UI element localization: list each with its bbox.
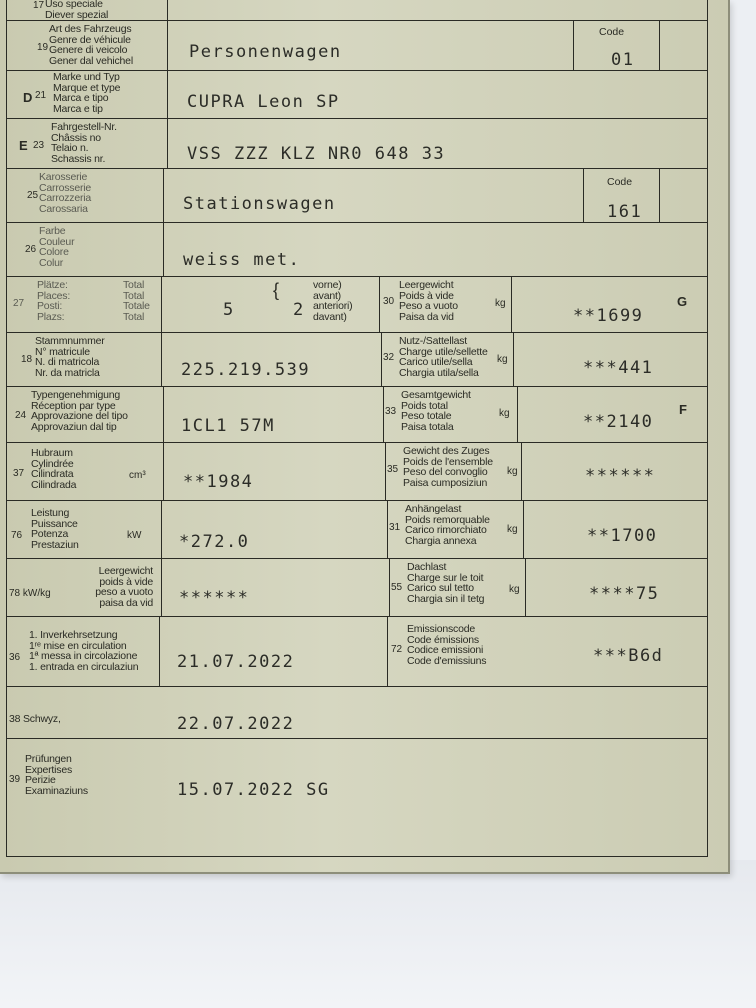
field-number: 26 — [25, 244, 37, 255]
field-39-row — [7, 738, 707, 856]
train-weight-value: ****** — [585, 466, 656, 486]
empty-weight-value: **1699 — [573, 306, 644, 326]
field-number: 33 — [385, 406, 397, 417]
side-marker-d: D — [23, 90, 33, 105]
type-approval-value: 1CL1 57M — [181, 416, 275, 436]
field-72-label: Emissionscode Code émissions Codice emissioni Code d'emissiuns — [407, 623, 487, 667]
field-23-row — [7, 118, 707, 169]
field-number: 21 — [35, 90, 47, 101]
field-number: 30 — [383, 296, 395, 307]
field-37-35-row — [7, 442, 707, 501]
table-surface — [0, 860, 756, 1008]
brace-icon: { — [273, 280, 280, 300]
unit-kg: kg — [507, 466, 518, 477]
power-value: *272.0 — [179, 532, 250, 552]
field-30-label: Leergewicht Poids à vide Peso a vuoto Paisa da vid — [399, 279, 458, 323]
field-36-72-row — [7, 616, 707, 687]
field-24-label: Typengenehmigung Réception par type Approvazione del tipo Approvaziun dal tip — [31, 389, 128, 433]
field-38-row — [7, 686, 707, 739]
field-27-total-label: Total Total Totale Total — [123, 279, 150, 323]
towing-capacity-value: **1700 — [587, 526, 658, 546]
field-39-label: Prüfungen Expertises Perizie Examinaziuns — [25, 753, 88, 797]
field-number: 37 — [13, 468, 25, 479]
field-number: 36 — [9, 652, 21, 663]
field-19-row — [7, 20, 707, 71]
field-number: 76 — [11, 530, 23, 541]
code-label: Code — [607, 176, 633, 188]
field-number: 19 — [37, 42, 49, 53]
field-26-row — [7, 222, 707, 277]
unit-kg: kg — [507, 524, 518, 535]
field-number: 55 — [391, 582, 403, 593]
displacement-value: **1984 — [183, 472, 254, 492]
body-type-value: Stationswagen — [183, 194, 336, 214]
seats-total-value: 5 — [223, 300, 235, 320]
payload-value: ***441 — [583, 358, 654, 378]
field-number: 18 — [21, 354, 33, 365]
field-19-label: Art des Fahrzeugs Genre de véhicule Genere di veicolo Gener dal vehichel — [49, 23, 133, 67]
field-78-55-row — [7, 558, 707, 617]
unit-kg: kg — [509, 584, 520, 595]
side-marker-e: E — [19, 138, 28, 153]
issue-date-value: 22.07.2022 — [177, 714, 295, 734]
field-76-31-row — [7, 500, 707, 559]
side-marker-f: F — [679, 402, 687, 417]
field-number: 72 — [391, 644, 403, 655]
field-27-30-row — [7, 276, 707, 333]
field-26-label: Farbe Couleur Colore Colur — [39, 225, 75, 269]
unit-kg: kg — [495, 298, 506, 309]
make-model-value: CUPRA Leon SP — [187, 92, 340, 112]
field-35-label: Gewicht des Zuges Poids de l'ensemble Peso del convoglio Paisa cumposiziun — [403, 445, 493, 489]
field-number: 24 — [15, 410, 27, 421]
unit-kg: kg — [497, 354, 508, 365]
registration-form-grid — [6, 0, 708, 857]
vehicle-type-value: Personenwagen — [189, 42, 342, 62]
unit-kw: kW — [127, 530, 142, 541]
field-37-label: Hubraum Cylindrée Cilindrata Cilindrada — [31, 447, 77, 491]
field-17-label: Uso speciale Diever spezial — [45, 0, 109, 21]
field-31-label: Anhängelast Poids remorquable Carico rimorchiato Chargia annexa — [405, 503, 490, 547]
field-25-label: Karosserie Carrosserie Carrozzeria Carossaria — [39, 171, 92, 215]
chassis-number-value: VSS ZZZ KLZ NR0 648 33 — [187, 144, 446, 164]
field-21-row — [7, 70, 707, 119]
field-21-label: Marke und Typ Marque et type Marca e tipo Marca e tip — [53, 71, 121, 115]
field-36-label: 1. Inverkehrsetzung 1ʳᵉ mise en circulation 1ª messa in circolazione 1. entrada en circulaziun — [29, 629, 139, 673]
body-type-code: 161 — [607, 202, 643, 222]
power-to-weight-value: ****** — [179, 588, 250, 608]
field-24-33-row — [7, 386, 707, 443]
field-18-32-row — [7, 332, 707, 387]
field-33-label: Gesamtgewicht Poids total Peso totale Paisa totala — [401, 389, 471, 433]
field-number: 39 — [9, 774, 21, 785]
side-marker-g: G — [677, 294, 688, 309]
master-number-value: 225.219.539 — [181, 360, 311, 380]
field-number: 23 — [33, 140, 45, 151]
emission-code-value: ***B6d — [593, 646, 664, 666]
unit-kg: kg — [499, 408, 510, 419]
field-number: 25 — [27, 190, 39, 201]
seats-front-value: 2 — [293, 300, 305, 320]
field-38-label: 38 Schwyz, — [9, 713, 61, 725]
field-27-front-label: vorne) avant) anteriori) davant) — [313, 279, 353, 323]
field-78-label: Leergewicht poids à vide peso a vuoto paisa da vid — [95, 565, 153, 609]
field-27-label: Plätze: Places: Posti: Plazs: — [37, 279, 71, 323]
total-weight-value: **2140 — [583, 412, 654, 432]
vehicle-type-code: 01 — [611, 50, 635, 70]
field-number: 31 — [389, 522, 401, 533]
color-value: weiss met. — [183, 250, 301, 270]
inspection-value: 15.07.2022 SG — [177, 780, 330, 800]
field-number: 17 — [33, 0, 45, 11]
field-number: 32 — [383, 352, 395, 363]
first-registration-value: 21.07.2022 — [177, 652, 295, 672]
field-number: 27 — [13, 298, 25, 309]
field-18-label: Stammnummer N° matricule N. di matricola Nr. da matricla — [35, 335, 105, 379]
roof-load-value: ****75 — [589, 584, 660, 604]
field-76-label: Leistung Puissance Potenza Prestaziun — [31, 507, 79, 551]
field-17-row — [7, 0, 707, 21]
unit-cm3: cm³ — [129, 470, 146, 481]
field-25-row — [7, 168, 707, 223]
field-number: 78 kW/kg — [9, 588, 51, 599]
code-label: Code — [599, 26, 625, 38]
field-number: 35 — [387, 464, 399, 475]
field-32-label: Nutz-/Sattellast Charge utile/sellette Carico utile/sella Chargia utila/sella — [399, 335, 488, 379]
field-23-label: Fahrgestell-Nr. Châssis no Telaio n. Schassis nr. — [51, 121, 117, 165]
field-55-label: Dachlast Charge sur le toit Carico sul tetto Chargia sin il tetg — [407, 561, 485, 605]
